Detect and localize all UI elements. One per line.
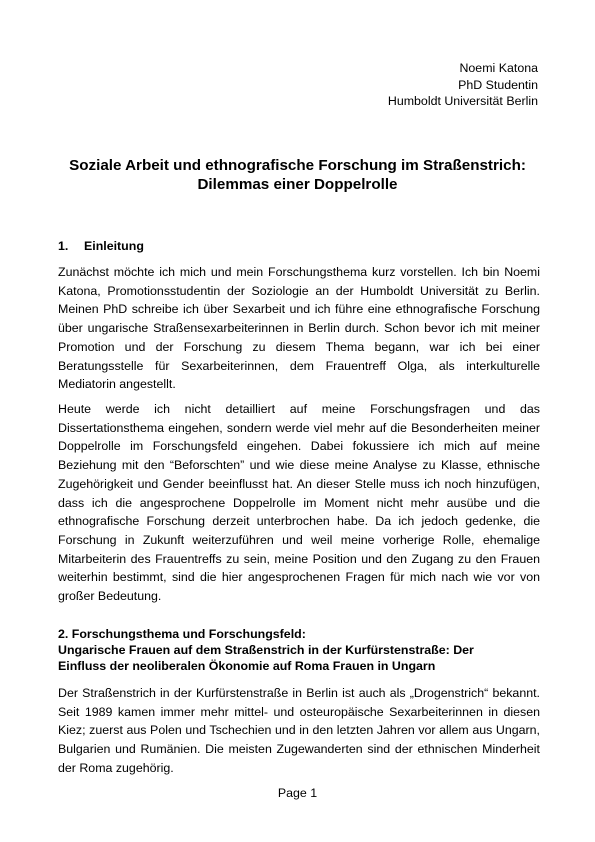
author-name: Noemi Katona <box>459 61 538 75</box>
section-2-heading-line-2: Ungarische Frauen auf dem Straßenstrich in der Kurfürstenstraße: Der <box>58 643 474 657</box>
section-1-paragraph-1: Zunächst möchte ich mich und mein Forschungsthema kurz vorstellen. Ich bin Noemi Katona, Promotionsstudentin der Soziologie an der Humboldt Universität zu Berlin. Meinen PhD schreibe ich über Sexarbeit und ich führe eine ethnografische Forschung über ungarische Straßensexarbeiterinnen in Berlin durch. Schon bevor ich mit meiner Promotion und der Forschung zu diesem Thema begann, war ich bei einer Beratungsstelle für Sexarbeiterinnen, dem Frauentreff Olga, als interkulturelle Mediatorin angestellt. <box>58 265 540 392</box>
section-1-number: 1. <box>58 239 69 253</box>
author-affiliation: Humboldt Universität Berlin <box>387 94 538 108</box>
section-1-paragraph-2: Heute werde ich nicht detailliert auf meine Forschungsfragen und das Dissertationsthema eingehen, sondern werde viel mehr auf die Besonderheiten meiner Doppelrolle im Forschungsfeld eingehen. Dabei fokussiere ich mich auf meine Beziehung mit den “Beforschten” und wie diese meine Analyse zu Klasse, ethnische Zugehörigkeit und Gender beeinflusst hat. An dieser Stelle muss ich noch hinzufügen, dass ich die angesprochene Doppelrolle im Moment nicht mehr ausübe und die ethnografische Forschung derzeit unterbrochen habe. Da ich jedoch gedenke, die Forschung in Zukunft weiterzuführen und weil meine vorherige Rolle, ehemalige Mitarbeiterin des Frauentreffs zu sein, meine Position und den Zugang zu den Frauen weiterhin bestimmt, sind die hier angesprochenen Fragen für mich nach wie vor von großer Bedeutung. <box>58 402 540 604</box>
section-2-paragraph-1: Der Straßenstrich in der Kurfürstenstraße in Berlin ist auch als „Drogenstrich“ bekannt. Seit 1989 kamen immer mehr mittel- und osteuropäische Sexarbeiterinnen in diesen Kiez; zuerst aus Polen und Tschechien und in den letzten Jahren vor allem aus Ungarn, Bulgarien und Rumänien. Die meisten Zugewanderten sind der ethnischen Minderheit der Roma zugehörig. <box>58 686 540 775</box>
author-block <box>388 60 538 110</box>
author-role: PhD Studentin <box>458 77 538 92</box>
section-2-heading-line-1: 2. Forschungsthema und Forschungsfeld: <box>58 627 306 641</box>
section-2-heading-line-3: Einfluss der neoliberalen Ökonomie auf Roma Frauen in Ungarn <box>58 659 436 673</box>
document-title <box>40 156 555 194</box>
title-line-2: Dilemmas einer Doppelrolle <box>197 176 398 193</box>
title-line-1: Soziale Arbeit und ethnografische Forschung im Straßenstrich: <box>69 157 526 174</box>
page-number: Page 1 <box>277 786 318 800</box>
section-1-heading <box>58 239 144 253</box>
section-1-title: Einleitung <box>84 239 144 253</box>
section-2-heading <box>58 626 540 674</box>
